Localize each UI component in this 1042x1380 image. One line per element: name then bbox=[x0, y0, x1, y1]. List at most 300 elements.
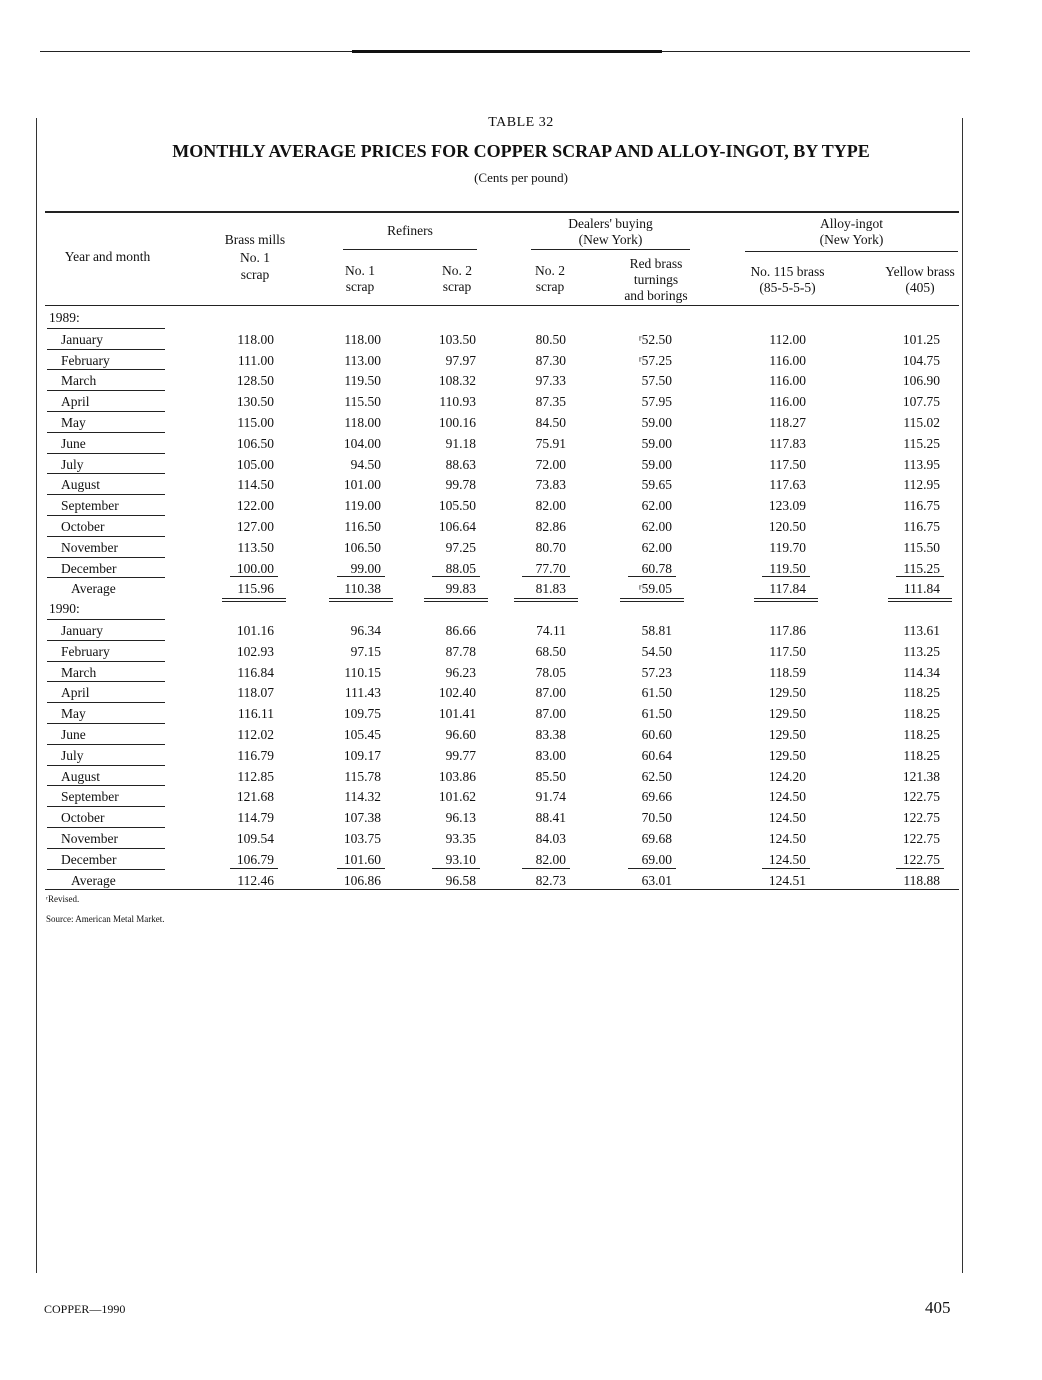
table-cell: 77.70 bbox=[535, 560, 566, 576]
table-cell: 60.60 bbox=[641, 727, 672, 742]
row-underline bbox=[47, 827, 165, 828]
table-cell: 110.93 bbox=[439, 394, 476, 410]
table-row-month: October bbox=[61, 810, 105, 826]
table-cell: 99.77 bbox=[445, 747, 476, 763]
cell-underline bbox=[522, 576, 570, 577]
table-cell: 87.30 bbox=[535, 352, 566, 368]
table-row-month: July bbox=[61, 456, 84, 472]
table-cell: 97.33 bbox=[535, 373, 566, 389]
double-underline bbox=[222, 598, 286, 599]
table-cell: 118.25 bbox=[903, 706, 940, 722]
table-cell: 75.91 bbox=[535, 435, 566, 451]
table-cell: 91.74 bbox=[535, 789, 566, 805]
table-cell: 93.35 bbox=[445, 831, 476, 846]
table-cell: 57.95 bbox=[641, 394, 672, 410]
table-cell: 124.50 bbox=[768, 789, 806, 805]
table-cell: 88.41 bbox=[535, 810, 566, 826]
table-cell: 80.50 bbox=[535, 331, 566, 347]
table-cell: 124.50 bbox=[768, 851, 806, 867]
table-cell: 103.50 bbox=[438, 331, 476, 347]
table-cell: 114.34 bbox=[903, 664, 940, 680]
double-underline bbox=[329, 598, 393, 599]
table-cell: 122.00 bbox=[236, 498, 274, 514]
table-cell: 113.95 bbox=[903, 456, 940, 472]
table-cell: 62.00 bbox=[641, 539, 672, 555]
table-cell: 101.16 bbox=[236, 623, 274, 638]
table-cell: 96.23 bbox=[445, 664, 476, 680]
table-cell: 97.97 bbox=[445, 352, 476, 368]
table-cell: 102.93 bbox=[236, 643, 274, 659]
header-alloy: Alloy-ingot bbox=[820, 216, 883, 231]
table-cell: 61.50 bbox=[641, 685, 672, 701]
table-cell: 124.50 bbox=[768, 831, 806, 846]
header-brass-scrap: scrap bbox=[240, 267, 270, 282]
table-cell: 118.59 bbox=[769, 664, 806, 680]
table-cell: 116.00 bbox=[769, 352, 806, 368]
cell-underline bbox=[432, 576, 480, 577]
table-row-month: November bbox=[61, 539, 118, 555]
row-underline bbox=[47, 702, 165, 703]
table-cell: 111.00 bbox=[237, 352, 274, 368]
table-cell: 61.50 bbox=[641, 706, 672, 722]
cell-underline bbox=[628, 868, 676, 869]
table-cell: 57.50 bbox=[641, 373, 672, 389]
row-underline bbox=[47, 390, 165, 391]
refiners-rule bbox=[343, 249, 477, 250]
header-deal-no2-scrap: scrap bbox=[535, 279, 565, 294]
table-cell: 115.00 bbox=[237, 415, 274, 430]
header-yellow: Yellow brass bbox=[885, 264, 955, 279]
table-cell: 117.83 bbox=[769, 435, 806, 451]
header-ref-no2-scrap: scrap bbox=[442, 279, 472, 294]
table-cell: 80.70 bbox=[535, 539, 566, 555]
row-underline bbox=[47, 557, 165, 558]
table-cell: 115.78 bbox=[344, 768, 381, 784]
table-row-month: May bbox=[61, 706, 86, 722]
header-no115: No. 115 brass bbox=[750, 264, 825, 279]
row-underline bbox=[47, 681, 165, 682]
year-label: 1989: bbox=[49, 310, 80, 325]
table-row-month: January bbox=[61, 623, 103, 638]
table-cell: 74.11 bbox=[536, 623, 566, 638]
table-cell: 78.05 bbox=[535, 664, 566, 680]
header-red-brass-borings: and borings bbox=[624, 288, 688, 303]
cell-underline bbox=[522, 868, 570, 869]
row-underline bbox=[47, 494, 165, 495]
header-red-brass: Red brass bbox=[629, 256, 683, 271]
row-underline bbox=[47, 640, 165, 641]
table-row-month: January bbox=[61, 331, 103, 347]
row-underline bbox=[47, 806, 165, 807]
table-cell: 122.75 bbox=[902, 831, 940, 846]
table-row-month: March bbox=[61, 664, 97, 680]
footnote-source: Source: American Metal Market. bbox=[46, 914, 165, 924]
table-cell: 117.50 bbox=[769, 456, 806, 472]
table-cell: 113.50 bbox=[237, 539, 274, 555]
table-cell: 99.78 bbox=[445, 477, 476, 493]
average-label: Average bbox=[71, 581, 116, 597]
average-cell: 124.51 bbox=[768, 872, 806, 888]
alloy-rule bbox=[745, 251, 958, 252]
row-underline bbox=[47, 349, 165, 350]
row-underline bbox=[47, 432, 165, 433]
table-cell: 115.25 bbox=[903, 435, 940, 451]
table-row-month: August bbox=[61, 768, 101, 784]
table-cell: 104.00 bbox=[343, 435, 381, 451]
table-cell: 84.50 bbox=[535, 415, 566, 430]
cell-underline bbox=[628, 576, 676, 577]
table-cell: 112.02 bbox=[237, 727, 274, 742]
table-cell: 114.32 bbox=[344, 789, 381, 805]
table-cell: 116.79 bbox=[237, 747, 274, 763]
table-row-month: February bbox=[61, 352, 110, 368]
table-cell: 96.34 bbox=[350, 623, 381, 638]
table-cell: 118.07 bbox=[237, 685, 274, 701]
table-cell: 104.75 bbox=[902, 352, 940, 368]
row-underline bbox=[47, 848, 165, 849]
cell-underline bbox=[230, 576, 278, 577]
row-underline bbox=[47, 411, 165, 412]
double-underline bbox=[424, 598, 488, 599]
average-cell: 118.88 bbox=[903, 872, 940, 888]
table-cell: 113.61 bbox=[903, 623, 940, 638]
table-cell: 57.23 bbox=[641, 664, 672, 680]
double-underline bbox=[754, 601, 818, 602]
average-cell: 110.38 bbox=[344, 581, 381, 597]
table-cell: 111.43 bbox=[344, 685, 381, 701]
table-title: MONTHLY AVERAGE PRICES FOR COPPER SCRAP AND ALLOY-INGOT, BY TYPE bbox=[172, 141, 870, 161]
table-cell: 96.13 bbox=[445, 810, 476, 826]
table-cell: 73.83 bbox=[535, 477, 566, 493]
table-cell: 128.50 bbox=[236, 373, 274, 389]
table-cell: 121.38 bbox=[902, 768, 940, 784]
table-cell: 112.85 bbox=[237, 768, 274, 784]
table-row-month: August bbox=[61, 477, 101, 493]
table-cell: 101.25 bbox=[902, 331, 940, 347]
table-cell: 60.78 bbox=[641, 560, 672, 576]
header-year-month: Year and month bbox=[64, 249, 151, 264]
average-label: Average bbox=[71, 872, 116, 888]
row-underline bbox=[47, 744, 165, 745]
table-number: TABLE 32 bbox=[488, 115, 554, 130]
table-cell: 106.64 bbox=[438, 519, 476, 534]
table-cell: 83.00 bbox=[535, 747, 566, 763]
row-underline bbox=[47, 473, 165, 474]
table-cell: 118.27 bbox=[769, 415, 806, 430]
table-row-month: October bbox=[61, 519, 105, 534]
table-cell: 101.00 bbox=[343, 477, 381, 493]
table-cell: 122.75 bbox=[902, 810, 940, 826]
table-cell: 94.50 bbox=[350, 456, 381, 472]
table-cell: 113.00 bbox=[344, 352, 381, 368]
table-cell: 82.00 bbox=[535, 851, 566, 867]
table-cell: 82.86 bbox=[535, 519, 566, 534]
table-cell: 129.50 bbox=[768, 727, 806, 742]
table-cell: 88.05 bbox=[445, 560, 476, 576]
table-cell: 118.25 bbox=[903, 747, 940, 763]
table-row-month: April bbox=[61, 394, 90, 410]
table-cell: ʳ52.50 bbox=[638, 331, 672, 347]
row-underline bbox=[47, 453, 165, 454]
table-row-month: May bbox=[61, 415, 86, 430]
table-cell: 68.50 bbox=[535, 643, 566, 659]
average-cell: 106.86 bbox=[343, 872, 381, 888]
table-cell: 100.00 bbox=[236, 560, 274, 576]
table-cell: 97.15 bbox=[350, 643, 381, 659]
double-underline bbox=[754, 598, 818, 599]
table-cell: 101.62 bbox=[438, 789, 476, 805]
row-underline bbox=[47, 785, 165, 786]
header-red-brass-turnings: turnings bbox=[633, 272, 679, 287]
header-yellow-spec: (405) bbox=[905, 280, 935, 295]
average-cell: ʳ59.05 bbox=[638, 581, 672, 597]
average-cell: 99.83 bbox=[445, 581, 476, 597]
table-cell: 83.38 bbox=[535, 727, 566, 742]
header-brass-no1: No. 1 bbox=[240, 250, 270, 265]
header-top-rule bbox=[45, 211, 959, 213]
table-cell: 101.60 bbox=[343, 851, 381, 867]
cell-underline bbox=[337, 868, 385, 869]
average-cell: 117.84 bbox=[769, 581, 806, 597]
table-cell: 123.09 bbox=[768, 498, 806, 514]
table-cell: 124.20 bbox=[768, 768, 806, 784]
table-cell: 122.75 bbox=[902, 789, 940, 805]
table-cell: 87.00 bbox=[535, 685, 566, 701]
table-cell: 106.79 bbox=[236, 851, 274, 867]
average-cell: 81.83 bbox=[535, 581, 566, 597]
table-cell: 106.50 bbox=[236, 435, 274, 451]
header-deal-no2: No. 2 bbox=[535, 263, 565, 278]
table-cell: 116.00 bbox=[769, 394, 806, 410]
table-cell: 72.00 bbox=[535, 456, 566, 472]
double-underline bbox=[514, 601, 578, 602]
table-row-month: June bbox=[61, 435, 86, 451]
table-cell: 118.25 bbox=[903, 685, 940, 701]
header-ref-no1: No. 1 bbox=[345, 263, 375, 278]
table-cell: 118.25 bbox=[903, 727, 940, 742]
table-cell: 59.00 bbox=[641, 415, 672, 430]
average-cell: 115.96 bbox=[237, 581, 274, 597]
cell-underline bbox=[762, 868, 810, 869]
table-cell: 54.50 bbox=[641, 643, 672, 659]
footer-title: COPPER—1990 bbox=[44, 1302, 126, 1316]
table-cell: 62.50 bbox=[641, 768, 672, 784]
average-cell: 111.84 bbox=[903, 581, 940, 597]
header-dealers: Dealers' buying bbox=[568, 216, 653, 231]
header-no115-spec: (85-5-5-5) bbox=[759, 280, 816, 295]
double-underline bbox=[222, 601, 286, 602]
header-brass-mills: Brass mills bbox=[224, 232, 286, 247]
table-row-month: April bbox=[61, 685, 90, 701]
table-cell: 113.25 bbox=[903, 643, 940, 659]
double-underline bbox=[620, 601, 684, 602]
header-refiners: Refiners bbox=[387, 223, 433, 238]
table-cell: 116.50 bbox=[344, 519, 381, 534]
table-cell: 115.50 bbox=[344, 394, 381, 410]
year-label: 1990: bbox=[49, 601, 80, 617]
table-cell: 116.84 bbox=[237, 664, 274, 680]
table-cell: 105.50 bbox=[438, 498, 476, 514]
page-number: 405 bbox=[925, 1298, 951, 1317]
table-cell: 69.66 bbox=[641, 789, 672, 805]
row-underline bbox=[47, 869, 165, 870]
average-cell: 63.01 bbox=[641, 872, 672, 888]
table-cell: 109.75 bbox=[343, 706, 381, 722]
table-cell: 88.63 bbox=[445, 456, 476, 472]
row-underline bbox=[47, 369, 165, 370]
table-cell: 105.00 bbox=[236, 456, 274, 472]
table-cell: 127.00 bbox=[236, 519, 274, 534]
table-cell: 62.00 bbox=[641, 519, 672, 534]
table-cell: 116.75 bbox=[903, 498, 940, 514]
table-cell: 118.00 bbox=[344, 331, 381, 347]
table-row-month: September bbox=[61, 498, 119, 514]
table-cell: 105.45 bbox=[343, 727, 381, 742]
table-cell: 109.17 bbox=[343, 747, 381, 763]
table-cell: 106.90 bbox=[902, 373, 940, 389]
table-cell: 101.41 bbox=[438, 706, 476, 722]
average-cell: 82.73 bbox=[535, 872, 566, 888]
table-cell: 115.02 bbox=[903, 415, 940, 430]
table-bottom-rule bbox=[45, 889, 959, 890]
table-cell: 119.50 bbox=[769, 560, 806, 576]
table-cell: 117.50 bbox=[769, 643, 806, 659]
row-underline bbox=[47, 765, 165, 766]
table-cell: 69.68 bbox=[641, 831, 672, 846]
table-cell: 129.50 bbox=[768, 685, 806, 701]
table-row-month: September bbox=[61, 789, 119, 805]
cell-underline bbox=[432, 868, 480, 869]
table-cell: 118.00 bbox=[237, 331, 274, 347]
average-cell: 112.46 bbox=[237, 872, 274, 888]
double-underline bbox=[888, 598, 952, 599]
table-cell: 59.65 bbox=[641, 477, 672, 493]
table-cell: 85.50 bbox=[535, 768, 566, 784]
table-cell: 116.11 bbox=[237, 706, 274, 722]
table-cell: 96.60 bbox=[445, 727, 476, 742]
table-cell: 119.50 bbox=[344, 373, 381, 389]
header-dealers-ny: (New York) bbox=[578, 232, 643, 247]
row-underline bbox=[47, 515, 165, 516]
table-cell: 86.66 bbox=[445, 623, 476, 638]
table-unit: (Cents per pound) bbox=[474, 170, 568, 185]
table-cell: 60.64 bbox=[641, 747, 672, 763]
table-cell: 91.18 bbox=[445, 435, 476, 451]
table-cell: 107.75 bbox=[902, 394, 940, 410]
table-cell: 70.50 bbox=[641, 810, 672, 826]
table-cell: 116.00 bbox=[769, 373, 806, 389]
table-cell: 100.16 bbox=[438, 415, 476, 430]
year-underline bbox=[47, 619, 165, 620]
double-underline bbox=[329, 601, 393, 602]
row-underline bbox=[47, 536, 165, 537]
cell-underline bbox=[896, 576, 944, 577]
double-underline bbox=[888, 601, 952, 602]
table-cell: 129.50 bbox=[768, 747, 806, 763]
cell-underline bbox=[337, 576, 385, 577]
table-row-month: February bbox=[61, 643, 110, 659]
double-underline bbox=[514, 598, 578, 599]
double-underline bbox=[424, 601, 488, 602]
table-cell: 106.50 bbox=[343, 539, 381, 555]
row-underline bbox=[47, 723, 165, 724]
row-underline bbox=[47, 577, 165, 578]
table-cell: 119.00 bbox=[344, 498, 381, 514]
table-cell: 114.79 bbox=[237, 810, 274, 826]
cell-underline bbox=[762, 576, 810, 577]
table-cell: 93.10 bbox=[445, 851, 476, 867]
table-cell: 99.00 bbox=[350, 560, 381, 576]
table-cell: ʳ57.25 bbox=[638, 352, 672, 368]
header-bottom-rule bbox=[45, 305, 959, 306]
table-row-month: December bbox=[61, 851, 117, 867]
table-cell: 97.25 bbox=[445, 539, 476, 555]
header-ref-no2: No. 2 bbox=[442, 263, 472, 278]
table-cell: 62.00 bbox=[641, 498, 672, 514]
table-cell: 130.50 bbox=[236, 394, 274, 410]
table-cell: 117.86 bbox=[769, 623, 806, 638]
table-cell: 69.00 bbox=[641, 851, 672, 867]
table-cell: 84.03 bbox=[535, 831, 566, 846]
table-cell: 115.50 bbox=[903, 539, 940, 555]
table-cell: 115.25 bbox=[903, 560, 940, 576]
table-cell: 59.00 bbox=[641, 456, 672, 472]
table-row-month: December bbox=[61, 560, 117, 576]
table-cell: 116.75 bbox=[903, 519, 940, 534]
table-cell: 58.81 bbox=[641, 623, 672, 638]
table-cell: 114.50 bbox=[237, 477, 274, 493]
table-cell: 129.50 bbox=[768, 706, 806, 722]
table-cell: 82.00 bbox=[535, 498, 566, 514]
table-cell: 87.00 bbox=[535, 706, 566, 722]
cell-underline bbox=[230, 868, 278, 869]
dealers-rule bbox=[531, 249, 690, 250]
table-cell: 118.00 bbox=[344, 415, 381, 430]
table-row-month: March bbox=[61, 373, 97, 389]
table-cell: 107.38 bbox=[343, 810, 381, 826]
table-cell: 59.00 bbox=[641, 435, 672, 451]
table-cell: 121.68 bbox=[236, 789, 274, 805]
average-cell: 96.58 bbox=[445, 872, 476, 888]
table-cell: 120.50 bbox=[768, 519, 806, 534]
table-cell: 110.15 bbox=[344, 664, 381, 680]
table-cell: 87.78 bbox=[445, 643, 476, 659]
table-cell: 102.40 bbox=[438, 685, 476, 701]
table-row-month: November bbox=[61, 831, 118, 846]
table-cell: 87.35 bbox=[535, 394, 566, 410]
table-cell: 124.50 bbox=[768, 810, 806, 826]
table-cell: 103.75 bbox=[343, 831, 381, 846]
footnote-revised: ʳRevised. bbox=[46, 894, 80, 904]
double-underline bbox=[620, 598, 684, 599]
cell-underline bbox=[896, 868, 944, 869]
top-rule-thick bbox=[352, 50, 662, 53]
table-cell: 109.54 bbox=[236, 831, 274, 846]
left-margin-line bbox=[36, 118, 37, 1273]
table-row-month: July bbox=[61, 747, 84, 763]
table-cell: 103.86 bbox=[438, 768, 476, 784]
table-cell: 117.63 bbox=[769, 477, 806, 493]
header-ref-no1-scrap: scrap bbox=[345, 279, 375, 294]
table-cell: 122.75 bbox=[902, 851, 940, 867]
table-cell: 119.70 bbox=[769, 539, 806, 555]
header-alloy-ny: (New York) bbox=[819, 232, 884, 247]
table-cell: 112.00 bbox=[769, 331, 806, 347]
table-cell: 108.32 bbox=[438, 373, 476, 389]
year-underline bbox=[47, 328, 165, 329]
table-cell: 112.95 bbox=[903, 477, 940, 493]
row-underline bbox=[47, 661, 165, 662]
